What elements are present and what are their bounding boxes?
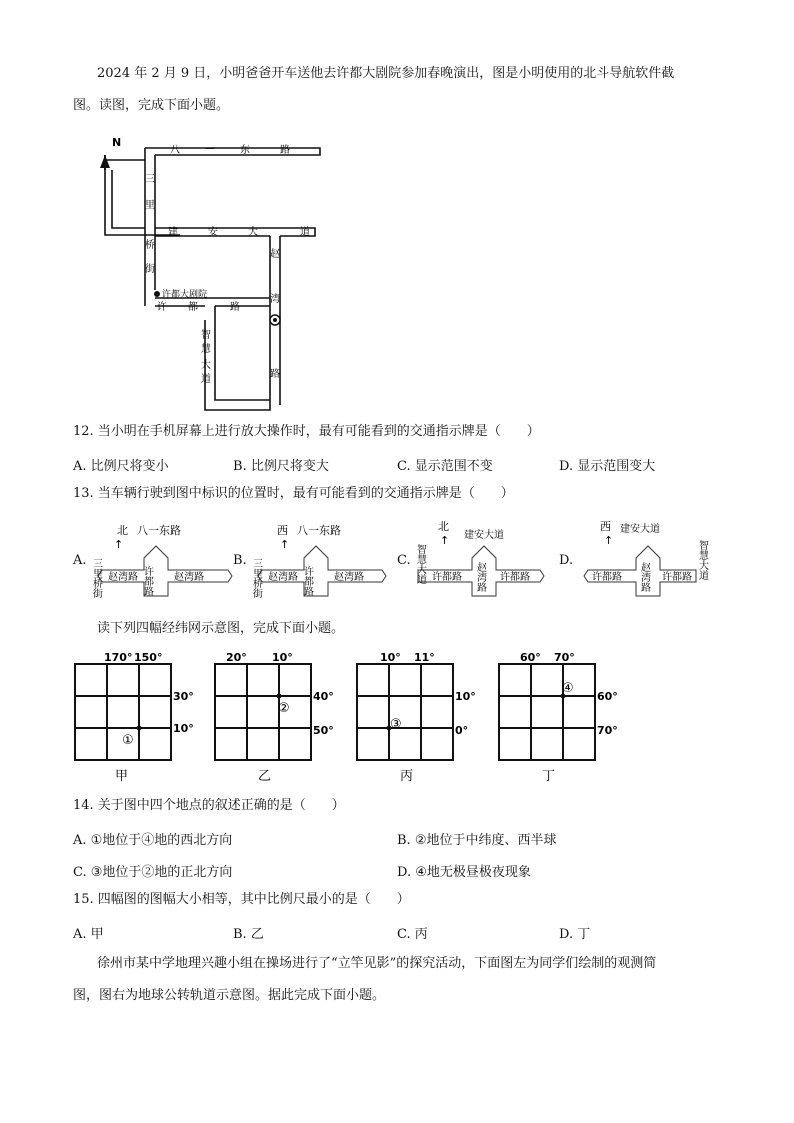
intro-line-1: 2024 年 2 月 9 日，小明爸爸开车送他去许都大剧院参加春晚演出，图是小明使用的北斗导航软件截 bbox=[97, 66, 675, 81]
graticule-yi bbox=[210, 650, 340, 785]
sign-center-road: 许都路 bbox=[301, 566, 313, 596]
grid-right-label: 30° bbox=[173, 690, 194, 703]
sign-direction: 北 bbox=[438, 520, 449, 533]
road-label: 街 bbox=[145, 264, 155, 275]
grid-top-label: 10° bbox=[380, 651, 401, 664]
grid-top-label: 170° bbox=[104, 651, 133, 664]
sign-left-road: 许都路 bbox=[592, 572, 622, 583]
sign-left-road: 许都路 bbox=[432, 572, 462, 583]
q15-option-a[interactable]: A. 甲 bbox=[73, 927, 104, 942]
grid-caption: 乙 bbox=[258, 769, 272, 784]
road-label: 安 bbox=[208, 227, 218, 238]
road-label: 东 bbox=[240, 145, 250, 156]
sign-top-road: 建安大道 bbox=[620, 524, 660, 535]
intro-line-2: 图。读图，完成下面小题。 bbox=[73, 98, 230, 113]
sign-direction: 北 bbox=[117, 524, 128, 537]
road-label: 里 bbox=[145, 200, 155, 211]
point-label: ③ bbox=[390, 717, 402, 732]
graticule-bing bbox=[352, 650, 482, 785]
q15-stem: 15. 四幅图的图幅大小相等，其中比例尺最小的是（ ） bbox=[73, 892, 410, 907]
location-point-icon bbox=[137, 726, 142, 731]
graticule-jia bbox=[70, 650, 200, 785]
q14-stem: 14. 关于图中四个地点的叙述正确的是（ ） bbox=[73, 798, 345, 813]
q15-option-d[interactable]: D. 丁 bbox=[559, 927, 591, 942]
q12-option-a[interactable]: A. 比例尺将变小 bbox=[73, 459, 169, 474]
sign-side-road: 智慧大道 bbox=[414, 544, 426, 584]
point-label: ① bbox=[122, 733, 134, 748]
sign-center-road: 赵湾路 bbox=[638, 562, 650, 592]
q13-option-d[interactable]: D. bbox=[559, 553, 574, 568]
vehicle-location-icon bbox=[270, 315, 280, 325]
grid-top-label: 60° bbox=[520, 651, 541, 664]
sign-right-road: 赵湾路 bbox=[174, 572, 204, 583]
road-label: 路 bbox=[280, 145, 290, 156]
road-label: 都 bbox=[188, 302, 198, 313]
q14-option-c[interactable]: C. ③地位于②地的正北方向 bbox=[73, 865, 233, 880]
sign-side-road: 三里桥街 bbox=[90, 558, 102, 598]
north-arrow-icon: ↑ bbox=[114, 538, 124, 551]
road-label: 建 bbox=[168, 227, 178, 238]
grid-caption: 丁 bbox=[542, 769, 556, 784]
road-label: 路 bbox=[230, 302, 240, 313]
road-label: 赵 bbox=[270, 249, 280, 260]
road-label: 道 bbox=[300, 227, 310, 238]
point-label: ② bbox=[278, 701, 290, 716]
road-label: 路 bbox=[270, 369, 280, 380]
road-label: 桥 bbox=[145, 240, 155, 251]
road-label: 大 bbox=[248, 227, 258, 238]
road-label: 八 bbox=[170, 145, 180, 156]
navigation-map bbox=[100, 130, 340, 415]
road-label: 一 bbox=[205, 145, 215, 156]
north-arrow-icon bbox=[100, 155, 110, 170]
sign-right-road: 许都路 bbox=[662, 572, 692, 583]
north-arrow-icon: ↑ bbox=[440, 534, 450, 547]
sign-top-road: 八一东路 bbox=[137, 524, 181, 537]
q14-option-d[interactable]: D. ④地无极昼极夜现象 bbox=[397, 865, 531, 880]
grid-right-label: 0° bbox=[455, 724, 469, 737]
q13-option-a[interactable]: A. bbox=[73, 553, 87, 568]
q15-option-b[interactable]: B. 乙 bbox=[233, 927, 264, 942]
grid-right-label: 60° bbox=[597, 690, 618, 703]
q14-option-a[interactable]: A. ①地位于④地的西北方向 bbox=[73, 833, 233, 848]
grid-top-label: 70° bbox=[554, 651, 575, 664]
sign-top-road: 建安大道 bbox=[464, 530, 504, 541]
grid-right-label: 10° bbox=[455, 690, 476, 703]
point-label: ④ bbox=[562, 681, 574, 696]
grid-right-label: 10° bbox=[173, 722, 194, 735]
north-arrow-icon: ↑ bbox=[280, 538, 290, 551]
outro-line-1: 徐州市某中学地理兴趣小组在操场进行了“立竿见影”的探究活动，下面图左为同学们绘制的观测简 bbox=[97, 956, 657, 971]
sign-right-road: 赵湾路 bbox=[334, 572, 364, 583]
road-label: 许 bbox=[157, 302, 167, 313]
q15-option-c[interactable]: C. 丙 bbox=[397, 927, 428, 942]
grid-right-label: 40° bbox=[313, 690, 334, 703]
road-label: 湾 bbox=[270, 294, 280, 305]
sign-side-road: 智慧大道 bbox=[696, 540, 708, 580]
grid-top-label: 10° bbox=[272, 651, 293, 664]
sign-center-road: 赵湾路 bbox=[474, 562, 486, 592]
road-label: 道 bbox=[201, 374, 211, 385]
q12-stem: 12. 当小明在手机屏幕上进行放大操作时，最有可能看到的交通指示牌是（ ） bbox=[73, 424, 540, 439]
traffic-sign-b bbox=[252, 518, 392, 603]
q13-option-c[interactable]: C. bbox=[397, 553, 411, 568]
q14-intro: 读下列四幅经纬网示意图，完成下面小题。 bbox=[97, 621, 345, 636]
grid-top-label: 150° bbox=[134, 651, 163, 664]
sign-right-road: 许都路 bbox=[500, 572, 530, 583]
traffic-sign-d bbox=[580, 518, 720, 603]
graticule-ding bbox=[494, 650, 624, 785]
sign-direction: 西 bbox=[277, 524, 288, 537]
q12-option-b[interactable]: B. 比例尺将变大 bbox=[233, 459, 329, 474]
sign-side-road: 三里桥街 bbox=[250, 558, 262, 598]
road-label: 大 bbox=[201, 360, 211, 371]
sign-center-road: 许都路 bbox=[141, 566, 153, 596]
grid-caption: 丙 bbox=[400, 769, 414, 784]
q12-option-d[interactable]: D. 显示范围变大 bbox=[559, 459, 656, 474]
outro-line-2: 图，图右为地球公转轨道示意图。据此完成下面小题。 bbox=[73, 988, 386, 1003]
traffic-sign-a bbox=[92, 518, 232, 603]
grid-caption: 甲 bbox=[115, 769, 129, 784]
sign-direction: 西 bbox=[600, 520, 611, 533]
grid-right-label: 50° bbox=[313, 724, 334, 737]
grid-top-label: 20° bbox=[226, 651, 247, 664]
sign-left-road: 赵湾路 bbox=[268, 572, 298, 583]
road-label: 三 bbox=[145, 174, 155, 185]
theatre-label: 许都大剧院 bbox=[162, 290, 208, 300]
traffic-sign-c bbox=[416, 518, 556, 603]
road-label: 慧 bbox=[201, 344, 211, 355]
location-point-icon bbox=[277, 694, 282, 699]
q13-option-b[interactable]: B. bbox=[233, 553, 247, 568]
north-arrow-icon: ↑ bbox=[604, 534, 614, 547]
theatre-marker-icon bbox=[154, 291, 160, 297]
road-label: 智 bbox=[201, 330, 211, 341]
north-label: N bbox=[112, 136, 122, 149]
q13-stem: 13. 当车辆行驶到图中标识的位置时，最有可能看到的交通指示牌是（ ） bbox=[73, 486, 514, 501]
q12-option-c[interactable]: C. 显示范围不变 bbox=[397, 459, 493, 474]
sign-left-road: 赵湾路 bbox=[108, 572, 138, 583]
q14-option-b[interactable]: B. ②地位于中纬度、西半球 bbox=[397, 833, 557, 848]
grid-right-label: 70° bbox=[597, 724, 618, 737]
grid-top-label: 11° bbox=[414, 651, 435, 664]
sign-top-road: 八一东路 bbox=[297, 524, 341, 537]
